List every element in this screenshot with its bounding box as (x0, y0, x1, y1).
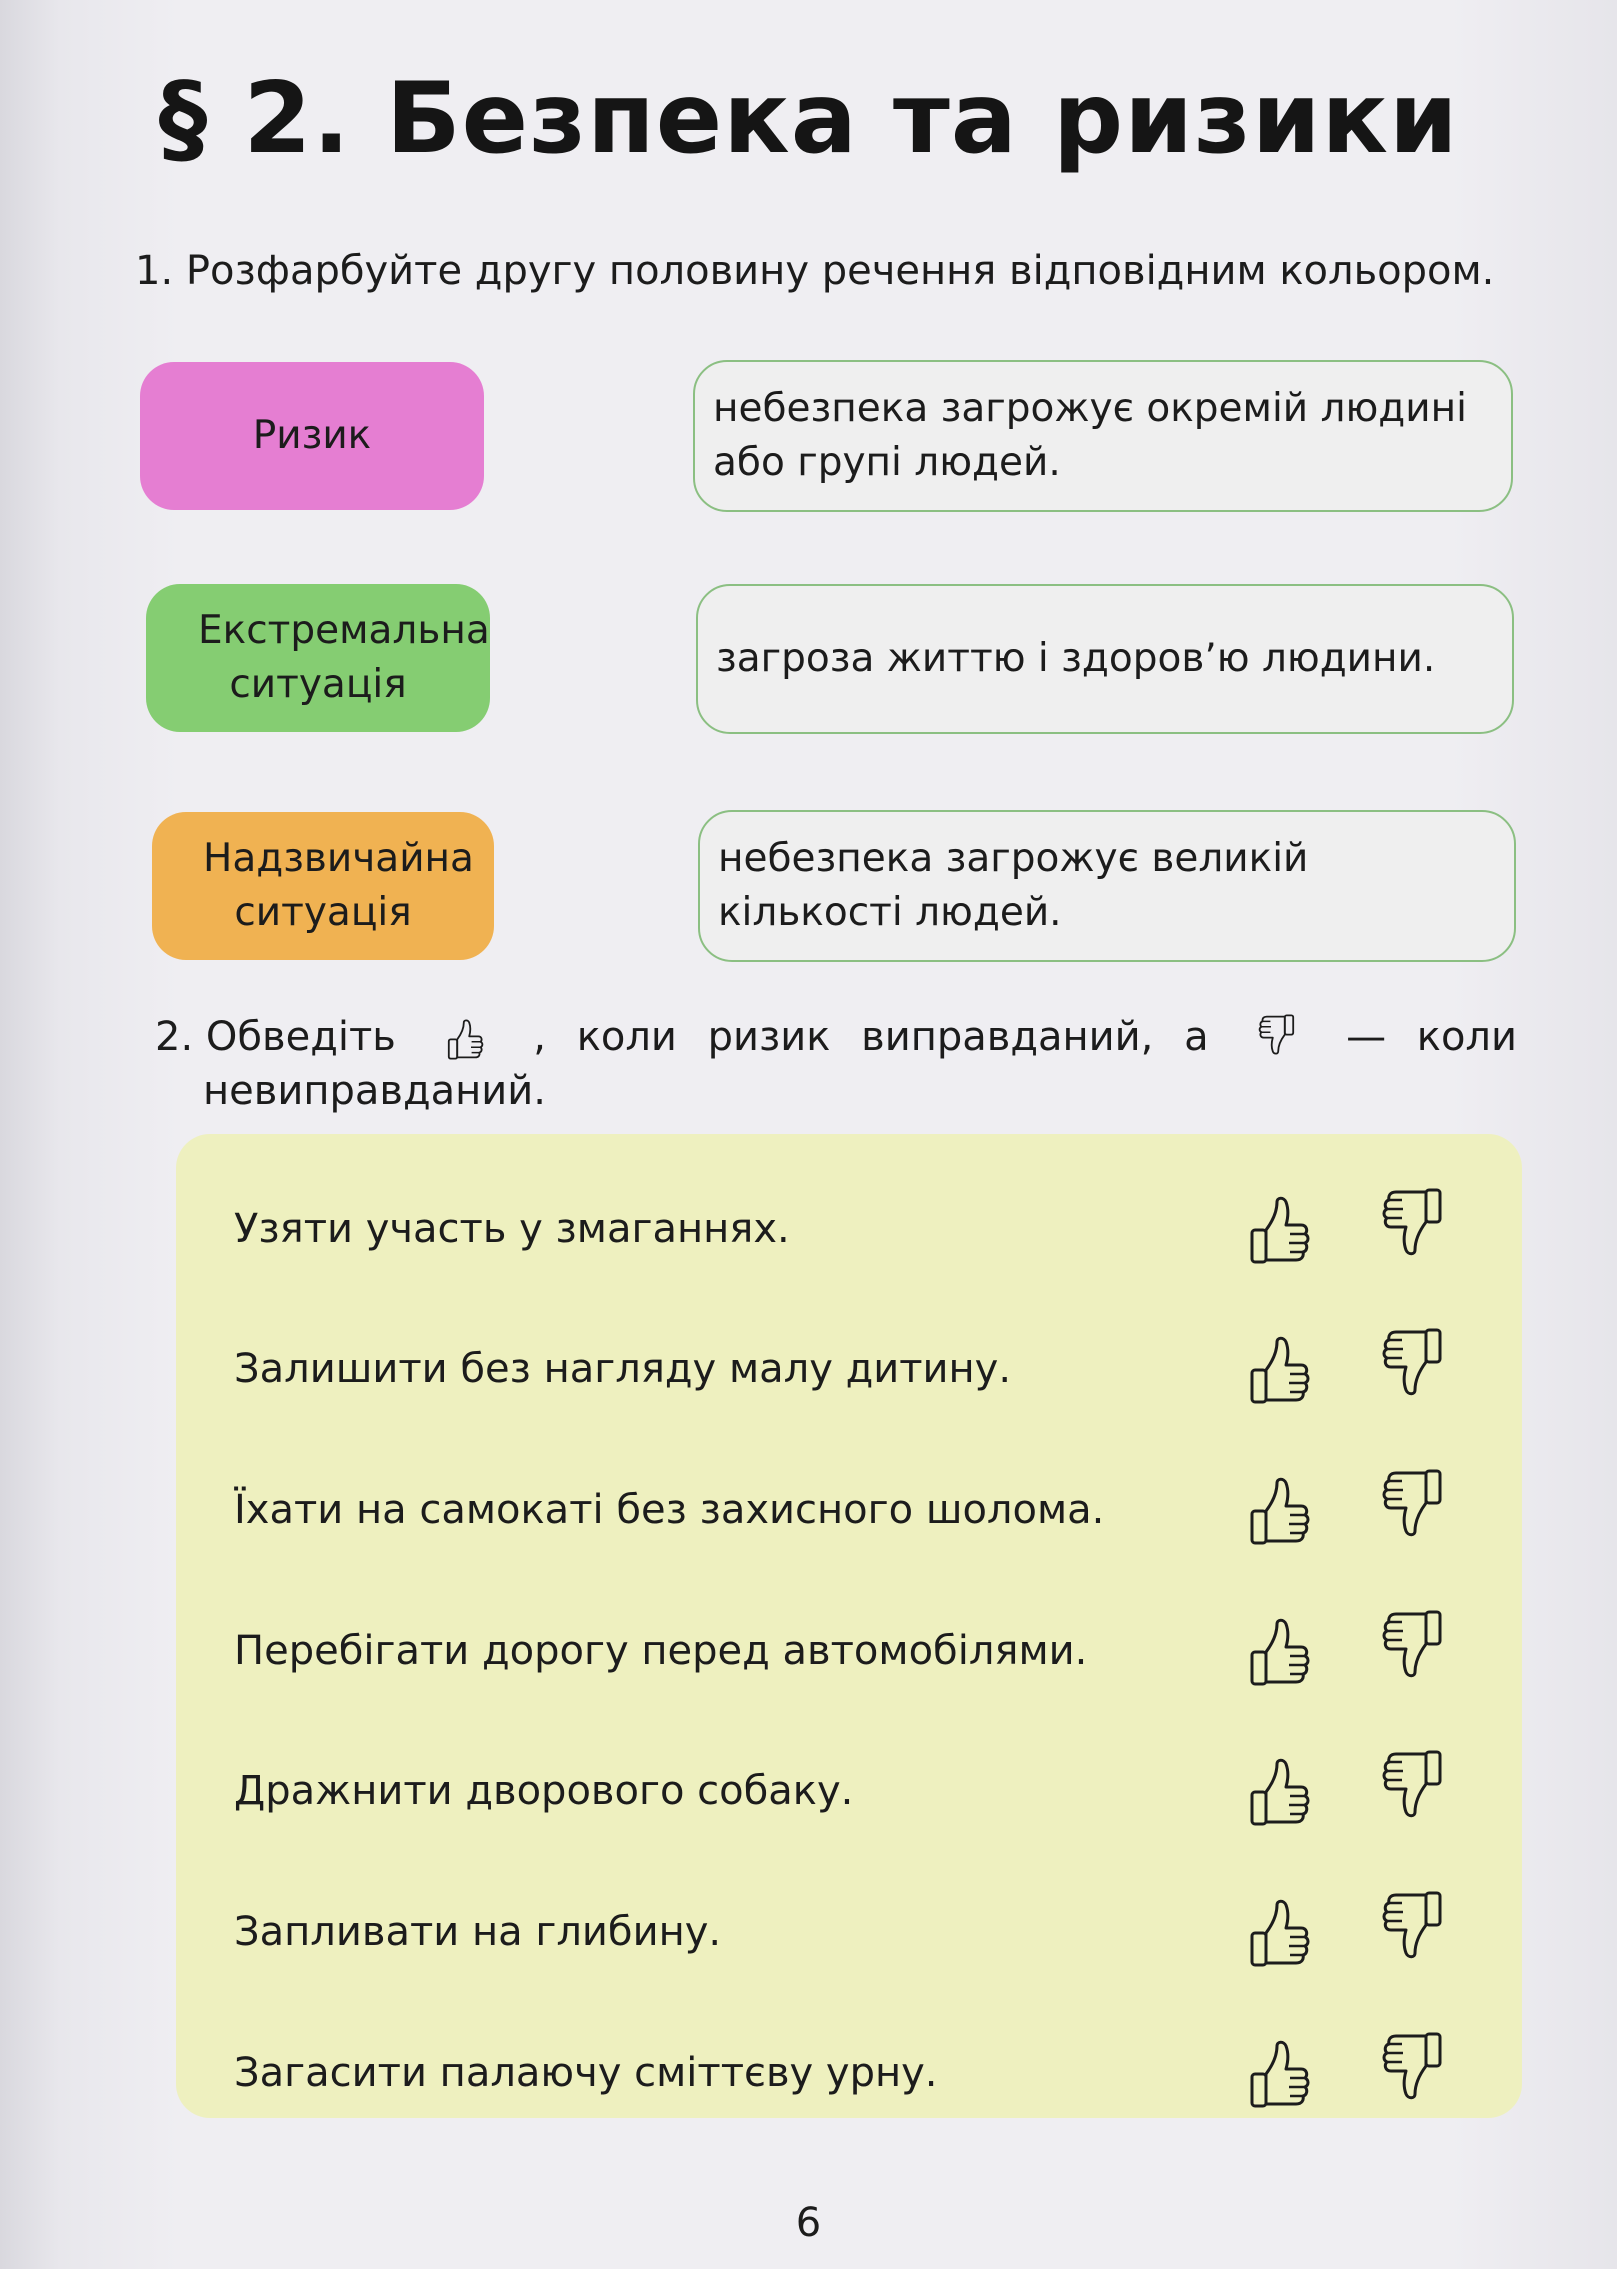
term-extreme-situation (146, 584, 490, 732)
item-text: Узяти участь у змаганнях. (234, 1206, 790, 1252)
list-item (176, 1178, 1522, 1278)
item-text: Перебігати дорогу перед автомобілями. (234, 1628, 1088, 1674)
definition-box-2[interactable] (696, 584, 1514, 734)
thumbs-up-icon[interactable] (1246, 1608, 1312, 1688)
list-item (176, 1881, 1522, 1981)
task2-prompt (155, 1010, 1517, 1118)
definition-box-1[interactable] (693, 360, 1513, 512)
task2-prompt-end: невиправданий. (203, 1068, 546, 1114)
item-text: Їхати на самокаті без захисного шолома. (234, 1487, 1105, 1533)
item-text: Загасити палаючу сміттєву урну. (234, 2050, 938, 2096)
thumbs-up-icon (444, 1013, 486, 1061)
task1-prompt: 1. Розфарбуйте другу половину речення відповідним кольором. (135, 248, 1495, 294)
definition-text-2: загроза життю і здоров’ю людини. (716, 636, 1436, 681)
task2-panel (176, 1134, 1522, 2118)
thumbs-up-icon[interactable] (1246, 2030, 1312, 2110)
term-emergency-label: Надзвичайна ситуація (203, 836, 474, 935)
thumbs-down-icon (1256, 1013, 1298, 1061)
term-emergency-situation (152, 812, 494, 960)
term-risk: Ризик (140, 362, 484, 510)
thumbs-down-icon[interactable] (1380, 1186, 1446, 1266)
list-item (176, 2022, 1522, 2122)
item-text: Дражнити дворового собаку. (234, 1768, 854, 1814)
thumbs-up-icon[interactable] (1246, 1748, 1312, 1828)
list-item (176, 1600, 1522, 1700)
thumbs-down-icon[interactable] (1380, 1608, 1446, 1688)
task2-prompt-middle: , коли ризик виправданий, а (533, 1014, 1209, 1060)
thumbs-down-icon[interactable] (1380, 1467, 1446, 1547)
definition-text-1: небезпека загрожує окремій людині або групі людей. (713, 386, 1467, 485)
thumbs-down-icon[interactable] (1380, 1748, 1446, 1828)
item-text: Запливати на глибину. (234, 1909, 722, 1955)
thumbs-down-icon[interactable] (1380, 2030, 1446, 2110)
page-number: 6 (795, 2200, 822, 2246)
definition-text-3: небезпека загрожує великій кількості людей. (718, 836, 1309, 935)
thumbs-up-icon[interactable] (1246, 1889, 1312, 1969)
item-text: Залишити без нагляду малу дитину. (234, 1346, 1012, 1392)
thumbs-up-icon[interactable] (1246, 1326, 1312, 1406)
definition-box-3[interactable] (698, 810, 1516, 962)
list-item (176, 1318, 1522, 1418)
thumbs-down-icon[interactable] (1380, 1889, 1446, 1969)
term-extreme-label: Екстремальна ситуація (198, 608, 490, 707)
thumbs-up-icon[interactable] (1246, 1186, 1312, 1266)
list-item (176, 1740, 1522, 1840)
thumbs-down-icon[interactable] (1380, 1326, 1446, 1406)
task2-prompt-dash: — коли (1346, 1014, 1517, 1060)
task2-prompt-start: 2. Обведіть (155, 1014, 396, 1060)
list-item (176, 1459, 1522, 1559)
thumbs-up-icon[interactable] (1246, 1467, 1312, 1547)
page-title: § 2. Безпека та ризики (158, 62, 1459, 176)
